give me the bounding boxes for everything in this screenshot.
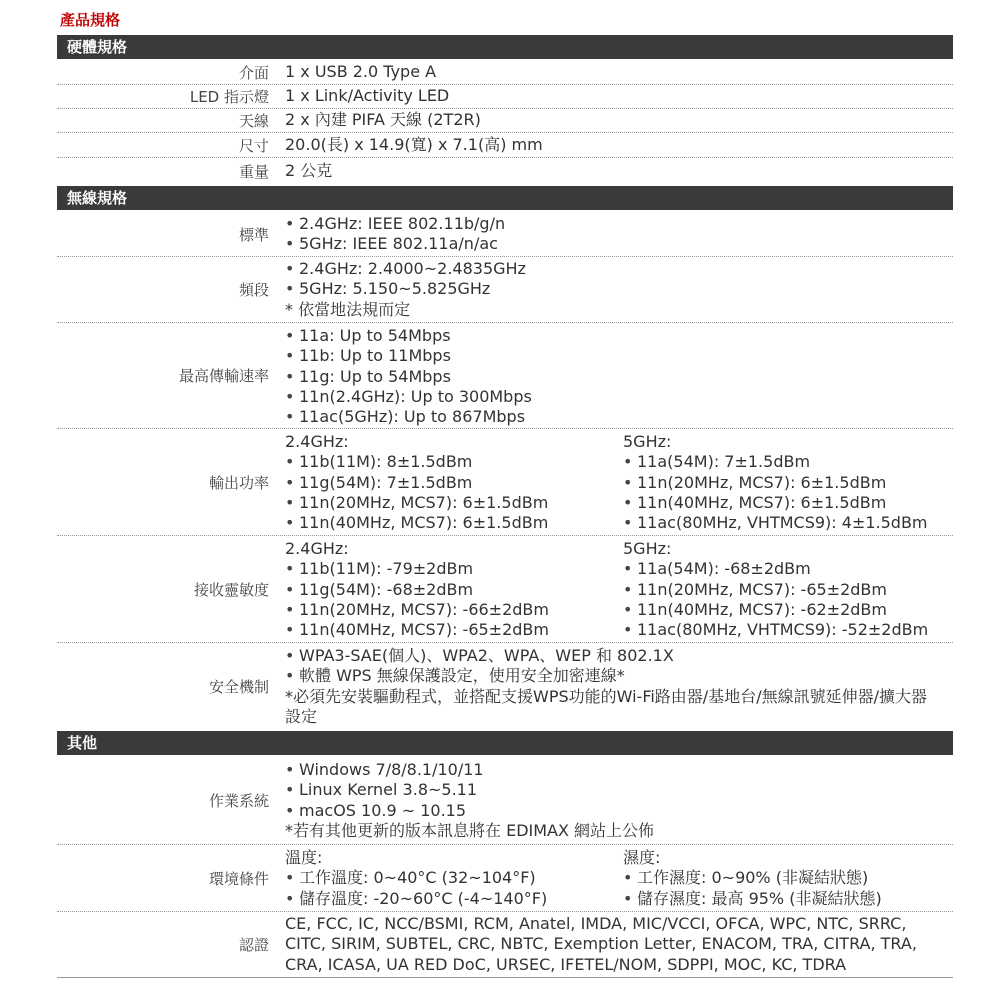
spec-row-dimensions (57, 133, 953, 158)
list-item: • 11ac(5GHz): Up to 867Mbps (285, 407, 953, 427)
list-item: • 工作溫度: 0~40°C (32~104°F) (285, 868, 547, 888)
list-item: • 11a(54M): 7±1.5dBm (623, 452, 928, 472)
column-5ghz (623, 432, 928, 533)
list-item: • 11b(11M): 8±1.5dBm (285, 452, 548, 472)
section-header-other: 其他 (57, 731, 953, 755)
list-item: • 11n(40MHz, MCS7): -62±2dBm (623, 600, 928, 620)
column-title: 5GHz: (623, 432, 672, 451)
list-item: • 2.4GHz: IEEE 802.11b/g/n (285, 214, 953, 234)
spec-label: 介面 (238, 64, 269, 82)
column-temperature (285, 848, 547, 909)
list-item: • 11n(20MHz, MCS7): -65±2dBm (623, 580, 928, 600)
section-header-hardware: 硬體規格 (57, 35, 953, 59)
note-text: *若有其他更新的版本訊息將在 EDIMAX 網站上公佈 (285, 820, 655, 840)
list-item: • 11b(11M): -79±2dBm (285, 559, 549, 579)
list-item: • 11a(54M): -68±2dBm (623, 559, 928, 579)
column-title: 2.4GHz: (285, 539, 349, 558)
spec-label: 接收靈敏度 (193, 580, 269, 599)
list-item: • 11n(20MHz, MCS7): -66±2dBm (285, 600, 549, 620)
spec-label: 標準 (238, 225, 269, 244)
column-title: 2.4GHz: (285, 432, 349, 451)
spec-row-interface (57, 61, 953, 85)
list-item: • 11n(20MHz, MCS7): 6±1.5dBm (285, 493, 548, 513)
page-title: 產品規格 (60, 11, 121, 29)
list-item: • Linux Kernel 3.8~5.11 (285, 780, 953, 800)
column-5ghz (623, 539, 928, 640)
spec-value (285, 757, 953, 844)
spec-row-weight (57, 158, 953, 184)
note-text: *必須先安裝驅動程式，並搭配支援WPS功能的Wi-Fi路由器/基地台/無線訊號延伸器/擴大器設定 (285, 686, 927, 726)
spec-value (285, 212, 953, 256)
note-text: * 依當地法規而定 (285, 299, 411, 319)
list-item: • Windows 7/8/8.1/10/11 (285, 760, 953, 780)
list-item: • 11g: Up to 54Mbps (285, 367, 953, 387)
spec-row-security (57, 643, 953, 730)
column-2-4ghz (285, 432, 548, 533)
column-2-4ghz (285, 539, 549, 640)
spec-label: 頻段 (238, 281, 269, 299)
list-item: • 11ac(80MHz, VHTMCS9): -52±2dBm (623, 620, 928, 640)
spec-value (285, 429, 953, 535)
spec-value: 2 公克 (285, 160, 333, 180)
list-item: • macOS 10.9 ~ 10.15 (285, 801, 953, 821)
column-title: 5GHz: (623, 539, 672, 558)
spec-value (285, 536, 953, 642)
list-item: • 儲存濕度: 最高 95% (非凝結狀態) (623, 889, 882, 909)
spec-row-band (57, 257, 953, 323)
column-title: 濕度: (623, 848, 661, 867)
list-item: • 5GHz: IEEE 802.11a/n/ac (285, 234, 953, 254)
list-item: • 5GHz: 5.150~5.825GHz (285, 279, 953, 299)
column-humidity (623, 848, 882, 909)
list-item: • 11b: Up to 11Mbps (285, 346, 953, 366)
spec-value (285, 845, 953, 911)
spec-value (285, 643, 953, 730)
spec-row-certification (57, 912, 953, 978)
list-item: • 11g(54M): 7±1.5dBm (285, 473, 548, 493)
spec-label: 認證 (238, 936, 269, 954)
spec-label: 作業系統 (208, 792, 269, 810)
spec-label: 重量 (238, 162, 269, 181)
list-item: • 工作濕度: 0~90% (非凝結狀態) (623, 868, 882, 888)
spec-label: 尺寸 (238, 136, 269, 155)
list-item: • WPA3-SAE(個人)、WPA2、WPA、WEP 和 802.1X (285, 646, 953, 666)
list-item: • 11n(20MHz, MCS7): 6±1.5dBm (623, 473, 928, 493)
list-item: • 11n(40MHz, MCS7): -65±2dBm (285, 620, 549, 640)
spec-value (285, 912, 953, 977)
column-title: 溫度: (285, 848, 323, 867)
spec-value: 1 x Link/Activity LED (285, 86, 450, 106)
spec-label: 最高傳輸速率 (178, 367, 269, 385)
spec-row-sensitivity (57, 536, 953, 643)
list-item: • 2.4GHz: 2.4000~2.4835GHz (285, 259, 953, 279)
spec-row-os (57, 757, 953, 845)
list-item: • 儲存溫度: -20~60°C (-4~140°F) (285, 889, 547, 909)
spec-row-led (57, 85, 953, 109)
spec-label: 安全機制 (208, 678, 269, 696)
list-item: • 軟體 WPS 無線保護設定，使用安全加密連線* (285, 666, 953, 686)
section-header-wireless: 無線規格 (57, 186, 953, 210)
list-item: • 11n(40MHz, MCS7): 6±1.5dBm (623, 493, 928, 513)
spec-value (285, 257, 953, 322)
spec-label: 環境條件 (208, 869, 269, 888)
spec-value: 1 x USB 2.0 Type A (285, 62, 437, 82)
spec-row-environment (57, 845, 953, 912)
spec-value: 2 x 內建 PIFA 天線 (2T2R) (285, 110, 481, 130)
spec-label: 輸出功率 (208, 473, 269, 492)
spec-row-output-power (57, 429, 953, 536)
spec-row-antenna (57, 109, 953, 133)
list-item: • 11g(54M): -68±2dBm (285, 580, 549, 600)
list-item: • 11ac(80MHz, VHTMCS9): 4±1.5dBm (623, 513, 928, 533)
spec-value: 20.0(長) x 14.9(寬) x 7.1(高) mm (285, 134, 543, 154)
list-item: • 11n(2.4GHz): Up to 300Mbps (285, 387, 953, 407)
list-item: • 11n(40MHz, MCS7): 6±1.5dBm (285, 513, 548, 533)
list-item: • 11a: Up to 54Mbps (285, 326, 953, 346)
spec-label: 天線 (238, 112, 269, 130)
spec-row-max-rate (57, 323, 953, 429)
spec-value (285, 323, 953, 428)
certification-list: CE, FCC, IC, NCC/BSMI, RCM, Anatel, IMDA, MIC/VCCI, OFCA, WPC, NTC, SRRC, CITC, SIRIM, SUBTEL, CRC, NBTC, Exemption Letter, ENACOM, TRA, CITRA, TRA, CRA, ICASA, UA RED DoC, URSEC, IFETEL/NOM, SDPPI, MOC, KC, TDRA (285, 914, 917, 974)
spec-label: LED 指示燈 (189, 88, 269, 106)
spec-row-standard (57, 212, 953, 257)
